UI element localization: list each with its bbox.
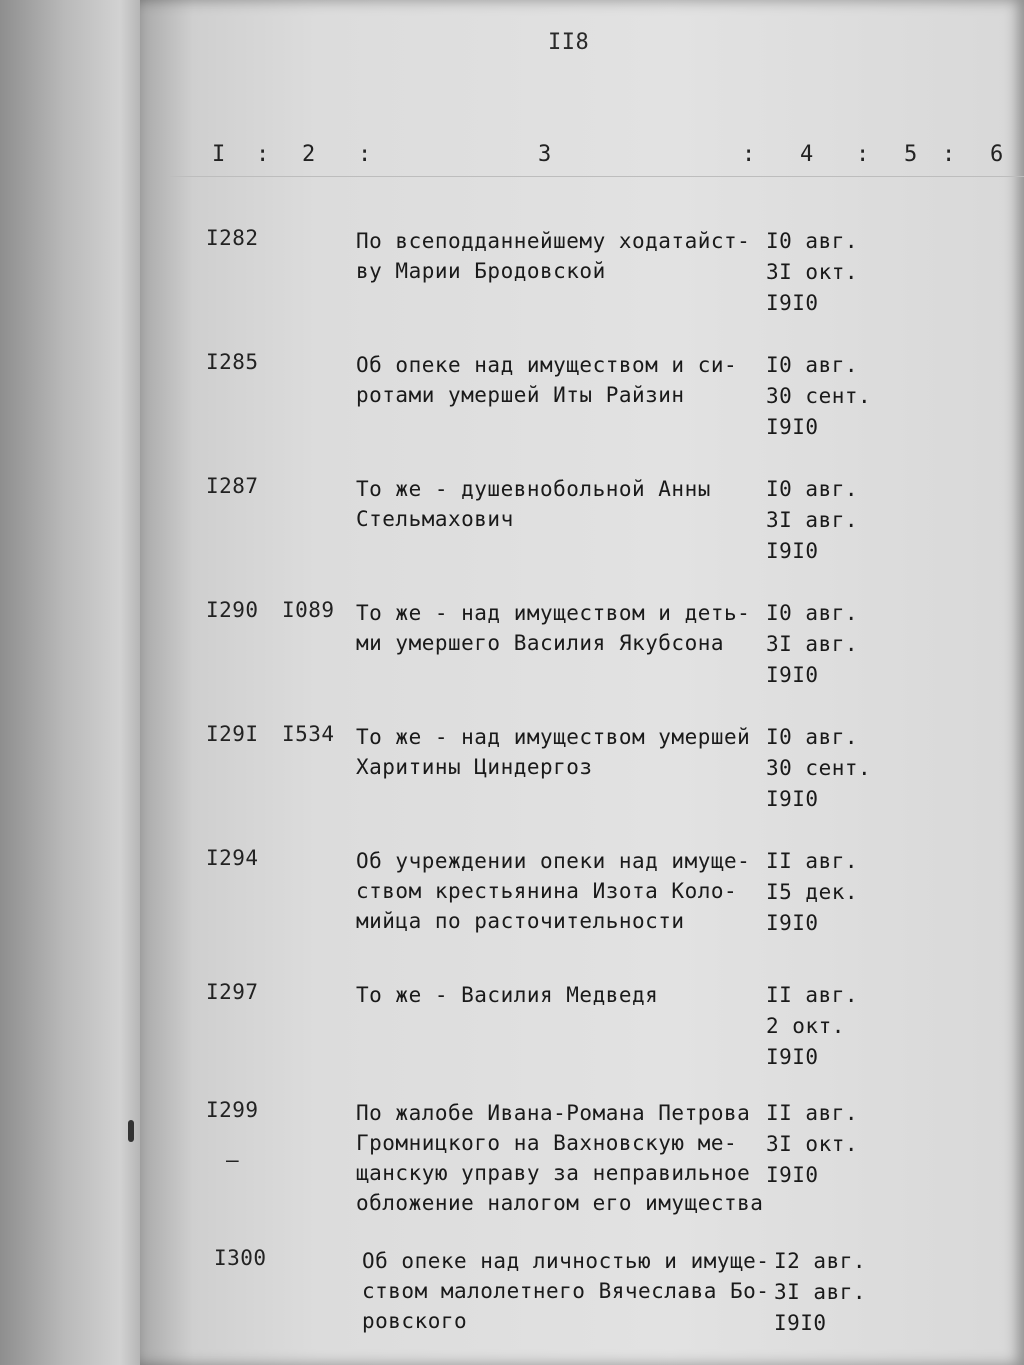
description-line: щанскую управу за неправильное (356, 1161, 751, 1185)
entry-description (356, 350, 737, 410)
column-separator: : (856, 142, 870, 167)
entry-number: I287 (206, 474, 259, 498)
date-start: II авг. (766, 1101, 859, 1125)
date-end: 3I окт. (766, 1132, 859, 1156)
description-line: Громницкого на Вахновскую ме- (356, 1131, 738, 1155)
date-end: 30 сент. (766, 384, 872, 408)
page-edge-mark (128, 1120, 134, 1142)
description-line: По всеподданнейшему ходатайст- (356, 229, 751, 253)
description-line: То же - душевнобольной Анны (356, 477, 711, 501)
entry-description (362, 1246, 769, 1336)
entry-dates (766, 722, 871, 815)
date-end: 3I авг. (766, 632, 859, 656)
entry-dates (774, 1246, 866, 1339)
entry-dates (766, 598, 858, 691)
entry-description (356, 1098, 763, 1218)
column-separator: : (256, 142, 270, 167)
column-header-4: 4 (800, 142, 814, 167)
date-end: 3I авг. (766, 508, 859, 532)
column-separator: : (358, 142, 372, 167)
header-rule (170, 176, 1024, 177)
date-start: II авг. (766, 983, 859, 1007)
book-spine-left-page (0, 0, 160, 1365)
date-year: I9I0 (766, 911, 819, 935)
date-year: I9I0 (774, 1311, 827, 1335)
description-line: То же - над имуществом и деть- (356, 601, 751, 625)
column-header-3: 3 (538, 142, 552, 167)
entry-number: I300 (214, 1246, 267, 1270)
column-separator: : (742, 142, 756, 167)
entry-description (356, 980, 658, 1010)
column-header-1: I (212, 142, 226, 167)
date-end: 2 окт. (766, 1014, 845, 1038)
description-line: Об опеке над имуществом и си- (356, 353, 738, 377)
entry-dates (766, 980, 858, 1073)
description-line: ством крестьянина Изота Коло- (356, 879, 738, 903)
date-end: 3I окт. (766, 260, 859, 284)
entry-number: I29I (206, 722, 259, 746)
description-line: Харитины Циндергоз (356, 755, 593, 779)
description-line: ством малолетнего Вячеслава Бо- (362, 1279, 770, 1303)
description-line: ми умершего Василия Якубсона (356, 631, 725, 655)
description-line: ву Марии Бродовской (356, 259, 606, 283)
entry-dates (766, 474, 858, 567)
entry-dates (766, 846, 858, 939)
column-header-5: 5 (904, 142, 918, 167)
date-year: I9I0 (766, 539, 819, 563)
entry-description (356, 226, 750, 286)
description-line: То же - над имуществом умершей (356, 725, 751, 749)
date-start: I2 авг. (774, 1249, 867, 1273)
page-number: II8 (548, 30, 590, 55)
entry-description (356, 598, 750, 658)
description-line: мийца по расточительности (356, 909, 685, 933)
description-line: По жалобе Ивана-Романа Петрова (356, 1101, 751, 1125)
entry-reference-number: I089 (282, 598, 335, 622)
date-year: I9I0 (766, 415, 819, 439)
column-header-6: 6 (990, 142, 1004, 167)
entry-number: I285 (206, 350, 259, 374)
date-year: I9I0 (766, 1045, 819, 1069)
date-start: II авг. (766, 849, 859, 873)
entry-dates (766, 1098, 858, 1191)
entry-dates (766, 350, 871, 443)
date-end: 30 сент. (766, 756, 872, 780)
date-start: I0 авг. (766, 477, 859, 501)
entry-number: I294 (206, 846, 259, 870)
entry-reference-number: I534 (282, 722, 335, 746)
date-start: I0 авг. (766, 229, 859, 253)
column-separator: : (942, 142, 956, 167)
column-header-2: 2 (302, 142, 316, 167)
date-year: I9I0 (766, 787, 819, 811)
entry-number: I290 (206, 598, 259, 622)
date-year: I9I0 (766, 291, 819, 315)
description-line: Стельмахович (356, 507, 514, 531)
entry-number: I297 (206, 980, 259, 1004)
dash-mark: – (226, 1148, 239, 1172)
date-start: I0 авг. (766, 601, 859, 625)
entry-number: I282 (206, 226, 259, 250)
entry-description (356, 474, 711, 534)
entry-number: I299 (206, 1098, 259, 1122)
entry-description (356, 846, 750, 936)
entry-dates (766, 226, 858, 319)
date-year: I9I0 (766, 1163, 819, 1187)
description-line: Об учреждении опеки над имуще- (356, 849, 751, 873)
description-line: ровского (362, 1309, 468, 1333)
description-line: ротами умершей Иты Райзин (356, 383, 685, 407)
description-line: То же - Василия Медведя (356, 983, 659, 1007)
date-start: I0 авг. (766, 725, 859, 749)
description-line: Об опеке над личностью и имуще- (362, 1249, 770, 1273)
date-end: 3I авг. (774, 1280, 867, 1304)
date-start: I0 авг. (766, 353, 859, 377)
entry-description (356, 722, 750, 782)
date-year: I9I0 (766, 663, 819, 687)
date-end: I5 дек. (766, 880, 859, 904)
description-line: обложение налогом его имущества (356, 1191, 764, 1215)
